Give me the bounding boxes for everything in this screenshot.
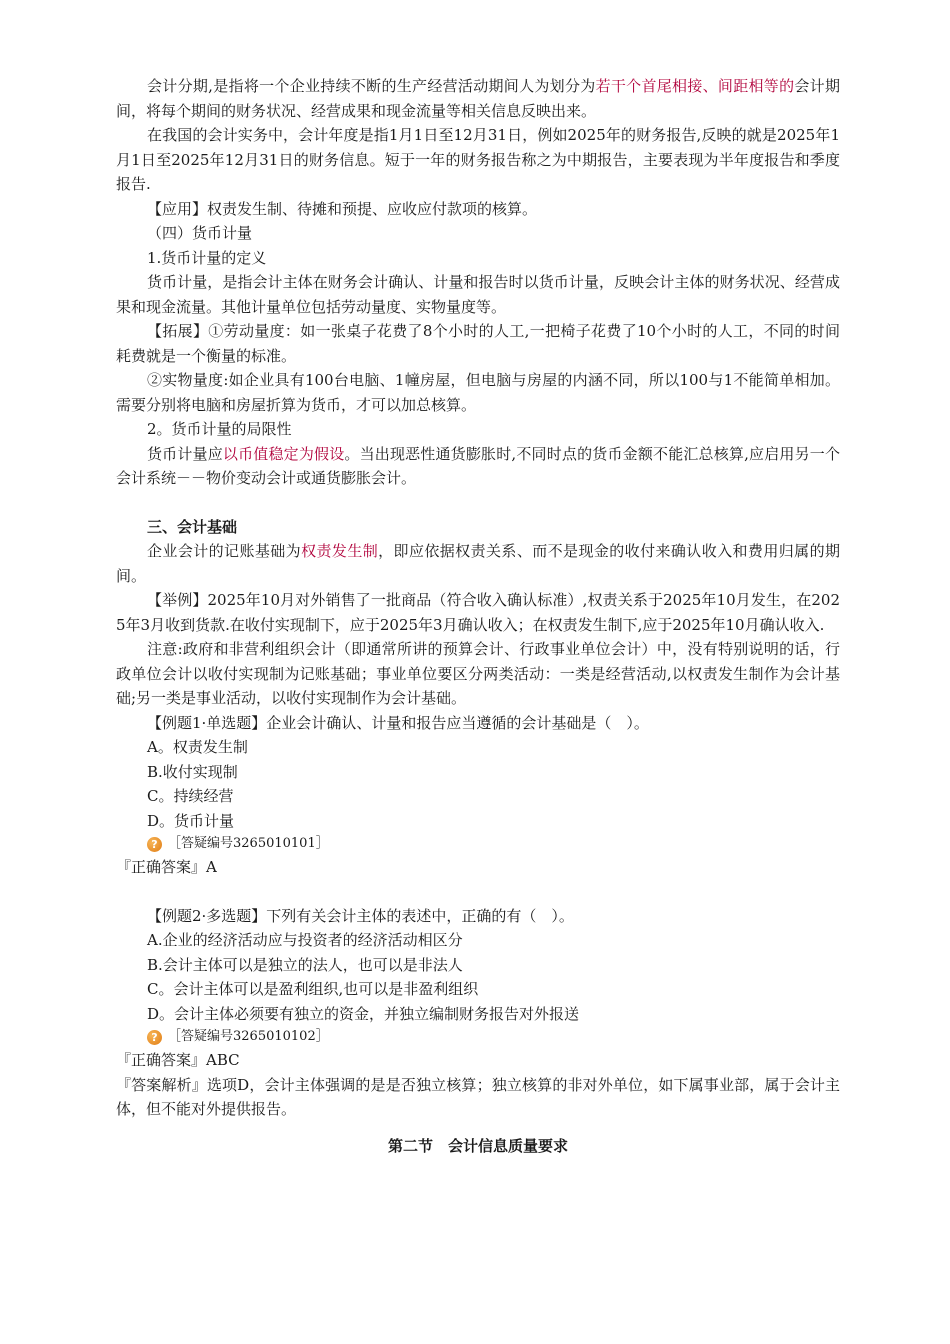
question-2-analysis: 『答案解析』选项D，会计主体强调的是是否独立核算；独立核算的非对外单位，如下属事业部，属于会计主体，但不能对外提供报告。 (116, 1075, 840, 1118)
question-1-option: A。权责发生制 (147, 738, 248, 756)
question-id-text: ［答疑编号3265010101］ (168, 836, 329, 851)
spacer (116, 1122, 840, 1134)
help-icon[interactable]: ? (147, 1030, 162, 1045)
paragraph-extension-labor: 【拓展】①劳动量度：如一张桌子花费了8个小时的人工,一把椅子花费了10个小时的人工，不同的时间耗费就是一个衡量的标准。 (116, 322, 840, 365)
highlight-text: 若干个首尾相接、间距相等的 (595, 77, 795, 95)
paragraph-example: 【举例】2025年10月对外销售了一批商品（符合收入确认标准）,权责关系于2025年10月发生，在2025年3月收到货款.在收付实现制下，应于2025年3月确认收入；在权责发生制下,应于2025年10月确认收入. (116, 591, 840, 634)
question-1-option: C。持续经营 (147, 787, 234, 805)
question-2-option: C。会计主体可以是盈利组织,也可以是非盈利组织 (147, 980, 479, 998)
subheading-monetary-measurement: （四）货币计量 (147, 224, 253, 242)
highlight-text: 以币值稳定为假设 (222, 444, 345, 463)
paragraph-accounting-basis: 企业会计的记账基础为权责发生制，即应依据权责关系、而不是现金的收付来确认收入和费用归属的期间。 (116, 542, 840, 585)
document-page (116, 74, 840, 1158)
help-icon[interactable]: ? (147, 837, 162, 852)
question-1-id[interactable] (116, 833, 840, 855)
paragraph-note: 注意:政府和非营利组织会计（即通常所讲的预算会计、行政事业单位会计）中，没有特别说明的话，行政单位会计以收付实现制为记账基础；事业单位要区分两类活动：一类是经营活动,以权责发生制作为会计基础;另一类是事业活动，以收付实现制作为会计基础。 (116, 640, 840, 707)
question-2-stem: 【例题2·多选题】下列有关会计主体的表述中，正确的有（ ）。 (147, 906, 574, 925)
heading-accounting-basis: 三、会计基础 (147, 517, 238, 536)
question-2-option: D。会计主体必须要有独立的资金，并独立编制财务报告对外报送 (147, 1004, 580, 1023)
question-2-option: A.企业的经济活动应与投资者的经济活动相区分 (147, 931, 463, 949)
question-1-option: D。货币计量 (147, 811, 235, 830)
question-id-text: ［答疑编号3265010102］ (168, 1029, 329, 1044)
question-1-stem: 【例题1·单选题】企业会计确认、计量和报告应当遵循的会计基础是（ ）。 (147, 713, 649, 732)
spacer (116, 491, 840, 515)
paragraph-application: 【应用】权责发生制、待摊和预提、应收应付款项的核算。 (147, 199, 538, 218)
paragraph-limitations: 货币计量应以币值稳定为假设。当出现恶性通货膨胀时,不同时点的货币金额不能汇总核算,应启用另一个会计系统－－物价变动会计或通货膨胀会计。 (116, 444, 840, 487)
section-title: 第二节 会计信息质量要求 (387, 1136, 568, 1155)
question-1-option: B.收付实现制 (147, 762, 238, 781)
subheading-definition: 1.货币计量的定义 (147, 248, 267, 267)
spacer (116, 880, 840, 904)
subheading-limitations: 2。货币计量的局限性 (147, 420, 292, 438)
paragraph-accounting-period: 会计分期,是指将一个企业持续不断的生产经营活动期间人为划分为若干个首尾相接、间距相等的会计期间，将每个期间的财务状况、经营成果和现金流量等相关信息反映出来。 (116, 77, 840, 120)
paragraph-extension-physical: ②实物量度:如企业具有100台电脑、1幢房屋，但电脑与房屋的内涵不同，所以100与1不能简单相加。需要分别将电脑和房屋折算为货币，才可以加总核算。 (116, 371, 840, 414)
paragraph-fiscal-year: 在我国的会计实务中，会计年度是指1月1日至12月31日，例如2025年的财务报告,反映的就是2025年1月1日至2025年12月31日的财务信息。短于一年的财务报告称之为中期报告，主要表现为半年度报告和季度报告. (116, 126, 840, 193)
question-2-id[interactable] (116, 1026, 840, 1048)
paragraph-definition: 货币计量，是指会计主体在财务会计确认、计量和报告时以货币计量，反映会计主体的财务状况、经营成果和现金流量。其他计量单位包括劳动量度、实物量度等。 (116, 273, 840, 316)
question-2-option: B.会计主体可以是独立的法人，也可以是非法人 (147, 955, 463, 974)
highlight-text: 权责发生制 (301, 542, 379, 560)
question-1-answer: 『正确答案』A (116, 858, 217, 876)
question-2-answer: 『正确答案』ABC (116, 1051, 240, 1069)
